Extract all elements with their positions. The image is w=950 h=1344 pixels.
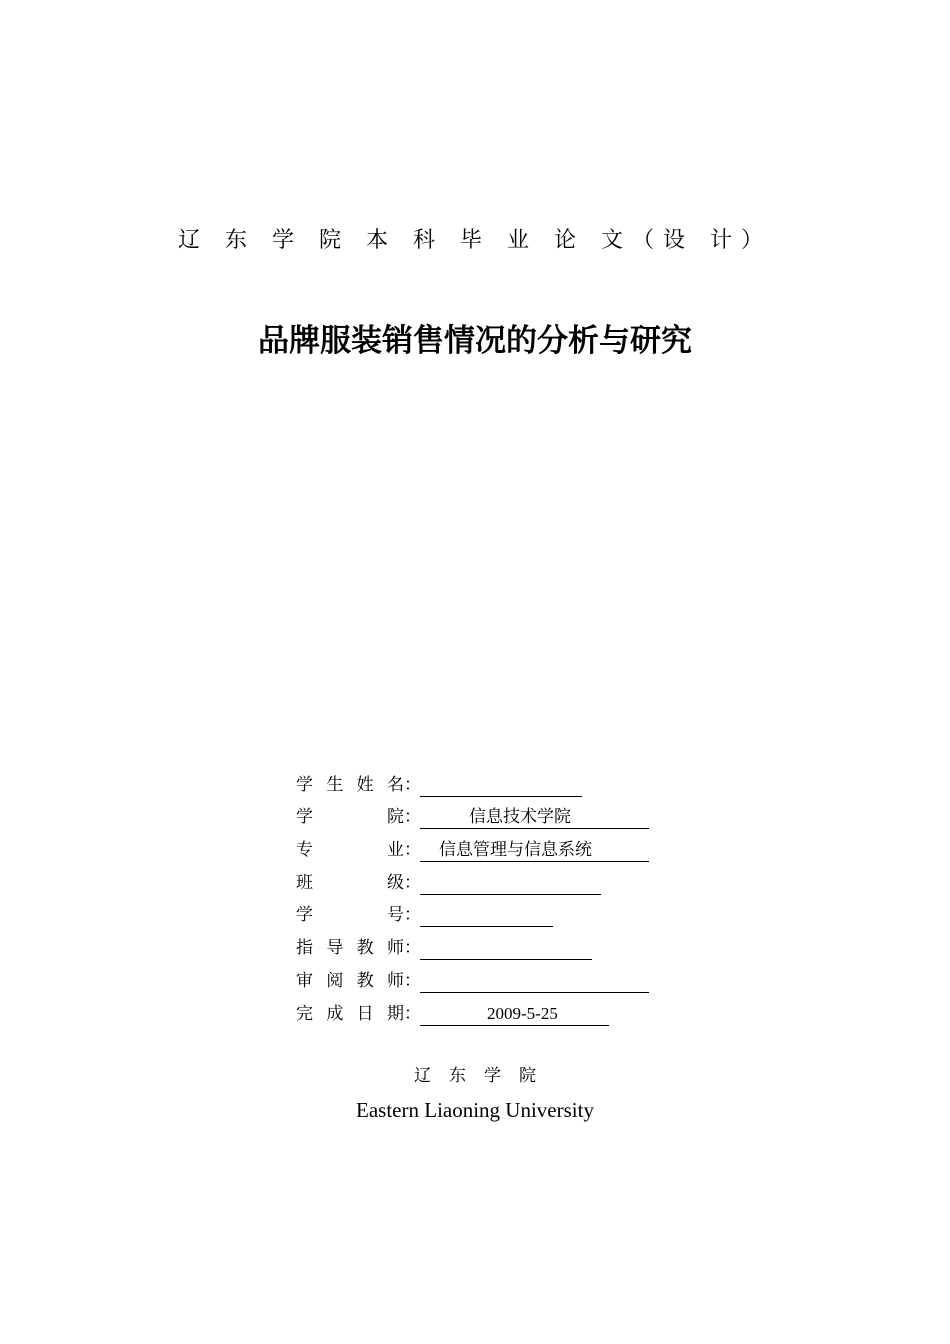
class-field (420, 872, 601, 895)
thesis-title: 品牌服装销售情况的分析与研究 (258, 323, 692, 359)
info-row-major (296, 829, 716, 862)
info-row-advisor (296, 927, 716, 960)
university-name-chinese: 辽东学院 (414, 1066, 554, 1086)
info-row-college (296, 797, 716, 830)
info-colon: ： (404, 774, 421, 795)
info-row-reviewer (296, 960, 716, 993)
info-row-completion-date (296, 993, 716, 1026)
reviewer-field (420, 970, 649, 993)
completion-date-field: 2009-5-25 (420, 1003, 609, 1026)
major-field: 信息管理与信息系统 (420, 839, 649, 862)
student-info-block (296, 764, 716, 1026)
info-colon: ： (404, 872, 421, 893)
info-colon: ： (404, 938, 421, 959)
advisor-field (420, 937, 592, 960)
info-colon: ： (404, 807, 421, 828)
info-label: 学 生 姓 名 (296, 774, 404, 795)
info-colon: ： (404, 840, 421, 861)
info-label: 专 业 (296, 840, 404, 861)
info-colon: ： (404, 970, 421, 991)
info-label: 完 成 日 期 (296, 1003, 404, 1024)
info-label: 班 级 (296, 872, 404, 893)
info-label: 审 阅 教 师 (296, 970, 404, 991)
college-field: 信息技术学院 (420, 806, 649, 829)
info-label: 指 导 教 师 (296, 938, 404, 959)
student-id-field (420, 904, 553, 927)
info-row-class (296, 862, 716, 895)
info-colon: ： (404, 905, 421, 926)
info-colon: ： (404, 1003, 421, 1024)
info-label: 学 院 (296, 807, 404, 828)
info-row-student-name (296, 764, 716, 797)
info-label: 学 号 (296, 905, 404, 926)
university-name-english: Eastern Liaoning University (356, 1098, 594, 1122)
document-header-title: 辽 东 学 院 本 科 毕 业 论 文（设 计） (178, 228, 772, 253)
info-row-student-id (296, 895, 716, 928)
student-name-field (420, 774, 582, 797)
